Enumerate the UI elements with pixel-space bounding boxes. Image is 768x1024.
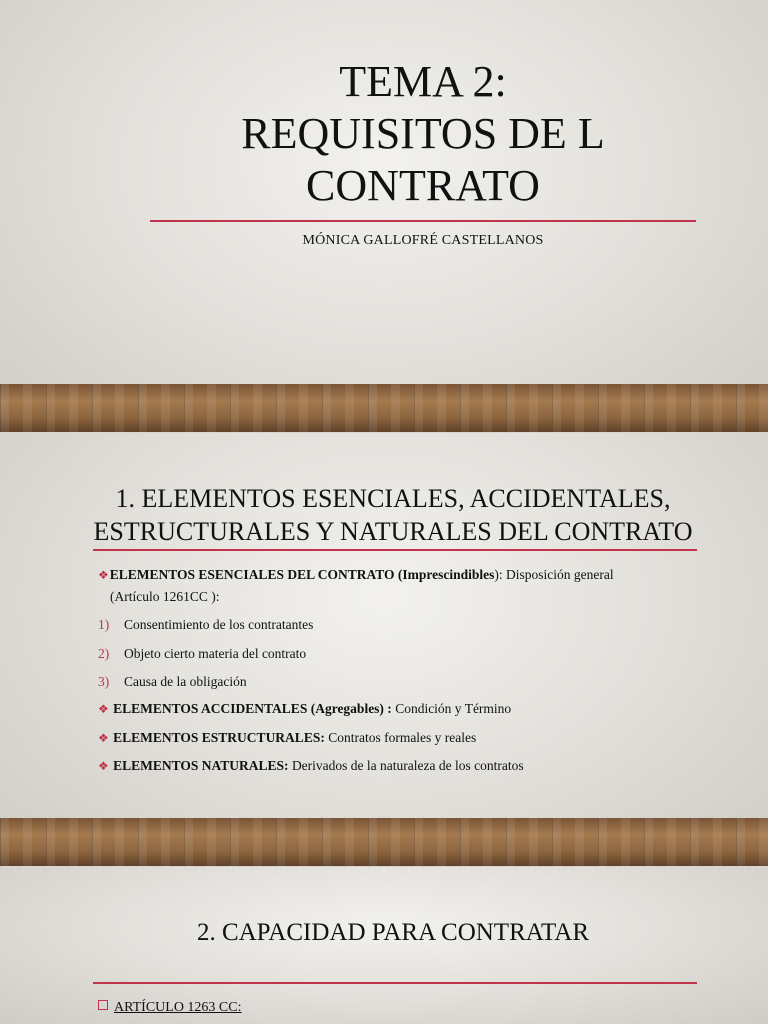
title-line-1: TEMA 2: (339, 57, 507, 106)
diamond-bullet-icon: ❖ (98, 568, 109, 582)
item-number: 2) (98, 646, 110, 661)
item-text: Consentimiento de los contratantes (124, 617, 314, 632)
item-heading: ELEMENTOS ESTRUCTURALES: (113, 730, 325, 745)
slide-elementos (0, 433, 768, 866)
slide-2-title (90, 482, 696, 548)
slide-1-title (150, 56, 696, 212)
title-divider (93, 982, 697, 984)
title-line-3: CONTRATO (306, 161, 540, 210)
list-item (98, 567, 614, 583)
diamond-bullet-icon: ❖ (98, 731, 109, 745)
item-text: Contratos formales y reales (324, 730, 477, 745)
item-text: Objeto cierto materia del contrato (124, 646, 307, 661)
item-text: ): Disposición general (494, 567, 614, 582)
item-heading: ELEMENTOS ACCIDENTALES (Agregables) : (113, 701, 392, 716)
item-text: Condición y Término (391, 701, 512, 716)
title-line-2: REQUISITOS DE L (241, 109, 605, 158)
author-subtitle: MÓNICA GALLOFRÉ CASTELLANOS (302, 233, 544, 248)
title-divider (150, 220, 696, 222)
numbered-item (98, 674, 247, 690)
title-divider (93, 549, 697, 551)
title-line-2: ESTRUCTURALES Y NATURALES DEL CONTRATO (93, 517, 693, 546)
square-bullet-icon (98, 1000, 108, 1010)
item-heading: ELEMENTOS NATURALES: (113, 758, 289, 773)
item-number: 3) (98, 674, 110, 689)
diamond-bullet-icon: ❖ (98, 702, 109, 716)
item-heading: ELEMENTOS ESENCIALES DEL CONTRATO (Imprescindibles (109, 567, 495, 582)
numbered-item (98, 617, 313, 633)
title-line-1: 1. ELEMENTOS ESENCIALES, ACCIDENTALES, (115, 484, 671, 513)
list-item (98, 730, 476, 746)
item-text: Causa de la obligación (124, 674, 247, 689)
item-continuation: (Artículo 1261CC ): (110, 589, 220, 604)
diamond-bullet-icon: ❖ (98, 759, 109, 773)
slide-title (0, 0, 768, 432)
slide-3-title: 2. CAPACIDAD PARA CONTRATAR (196, 919, 590, 946)
item-text: ARTÍCULO 1263 CC: (114, 1000, 242, 1015)
list-item (98, 701, 511, 717)
item-text: Derivados de la naturaleza de los contratos (288, 758, 524, 773)
numbered-item (98, 646, 306, 662)
list-item (98, 758, 524, 774)
item-number: 1) (98, 617, 110, 632)
slide-capacidad (0, 867, 768, 1024)
list-item (98, 1000, 242, 1016)
